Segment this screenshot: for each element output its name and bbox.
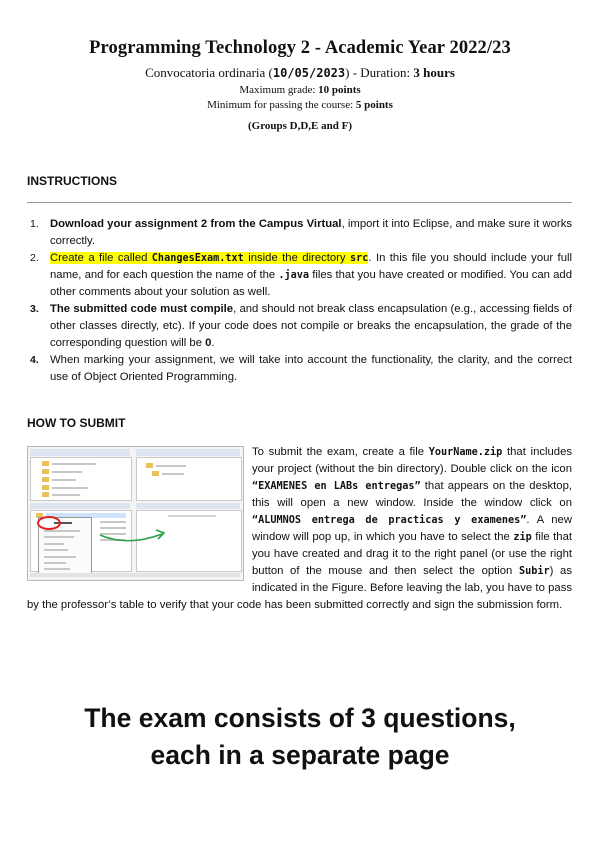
highlight-circle xyxy=(37,516,61,530)
drag-arrow-icon xyxy=(98,521,178,547)
folder-icon xyxy=(42,469,49,474)
folder-icon xyxy=(42,461,49,466)
exam-date: 10/05/2023 xyxy=(272,66,346,80)
highlighted-instruction: Create a file called ChangesExam.txt inside the directory src xyxy=(50,252,369,264)
subir-option: Subir xyxy=(518,566,550,577)
min-pass-line: Minimum for passing the course: 5 points xyxy=(207,99,393,111)
list-item: 3. The submitted code must compile, and should not break class encapsulation (e.g., accessing fields of other classes directly, etc). If your code does not compile or breaks the encapsulation, the grade of the corresponding question will be 0. xyxy=(30,303,572,349)
src-dir-name: src xyxy=(350,253,369,264)
folder-icon xyxy=(42,485,49,490)
exam-duration: 3 hours xyxy=(413,65,455,80)
submit-heading: HOW TO SUBMIT xyxy=(27,416,126,430)
folder-icon xyxy=(42,477,49,482)
folder-icon xyxy=(146,463,153,468)
section-divider xyxy=(27,202,572,203)
min-pass-value: 5 points xyxy=(355,99,393,111)
folder-icon xyxy=(152,471,159,476)
window-titlebar xyxy=(30,449,130,456)
changes-file-name: ChangesExam.txt xyxy=(151,253,244,264)
list-item: 2. Create a file called ChangesExam.txt inside the directory src. In this file you should include your full name, and for each question the name of the .java files that you have created or modified. You can add other comments about your solution as well. xyxy=(30,252,572,298)
desktop-icon-name: “EXAMENES en LABs entregas” xyxy=(252,481,421,492)
instructions-list xyxy=(27,216,572,386)
submission-screenshot xyxy=(27,446,244,581)
status-bar xyxy=(30,573,240,577)
list-item: 1. Download your assignment 2 from the Campus Virtual, import it into Eclipse, and make sure it works correctly. xyxy=(30,218,572,247)
max-grade-value: 10 points xyxy=(318,84,361,96)
exam-header xyxy=(0,38,600,132)
window-titlebar xyxy=(136,449,240,456)
folder-icon xyxy=(42,492,49,497)
exam-title: Programming Technology 2 - Academic Year 2022/23 xyxy=(89,38,511,58)
list-item: 4. When marking your assignment, we will take into account the functionality, the clarity, and the correct use of Object Oriented Programming. xyxy=(30,354,572,383)
instructions-heading: INSTRUCTIONS xyxy=(27,174,117,188)
max-grade-line: Maximum grade: 10 points xyxy=(239,84,361,96)
convocatoria-line: Convocatoria ordinaria (10/05/2023) - Duration: 3 hours xyxy=(145,65,455,80)
submission-folder-name: “ALUMNOS entrega de practicas y examenes” xyxy=(252,515,527,526)
zip-file-name: YourName.zip xyxy=(428,447,503,458)
exam-structure-note: The exam consists of 3 questions, each in a separate page xyxy=(84,703,516,770)
submit-paragraph: To submit the exam, create a file YourName.zip that includes your project (without the bin directory). Double click on the icon “EXAMENES en LABs entregas” that appears on the desktop, this will open a new window. Inside the window click on “ALUMNOS entrega de practicas y examenes”. A new window will pop up, in which you have to select the zip file that you have created and drag it to the right panel (or use the right button of the mouse and then select the option Subir) as indicated in the Figure. Before leaving the lab, you have to pass by the professor’s table to verify that your code has been submitted correctly and sign the submission form. xyxy=(27,446,573,611)
list-header xyxy=(136,503,240,509)
list-header xyxy=(30,503,130,509)
groups-line: (Groups D,D,E and F) xyxy=(247,120,352,132)
